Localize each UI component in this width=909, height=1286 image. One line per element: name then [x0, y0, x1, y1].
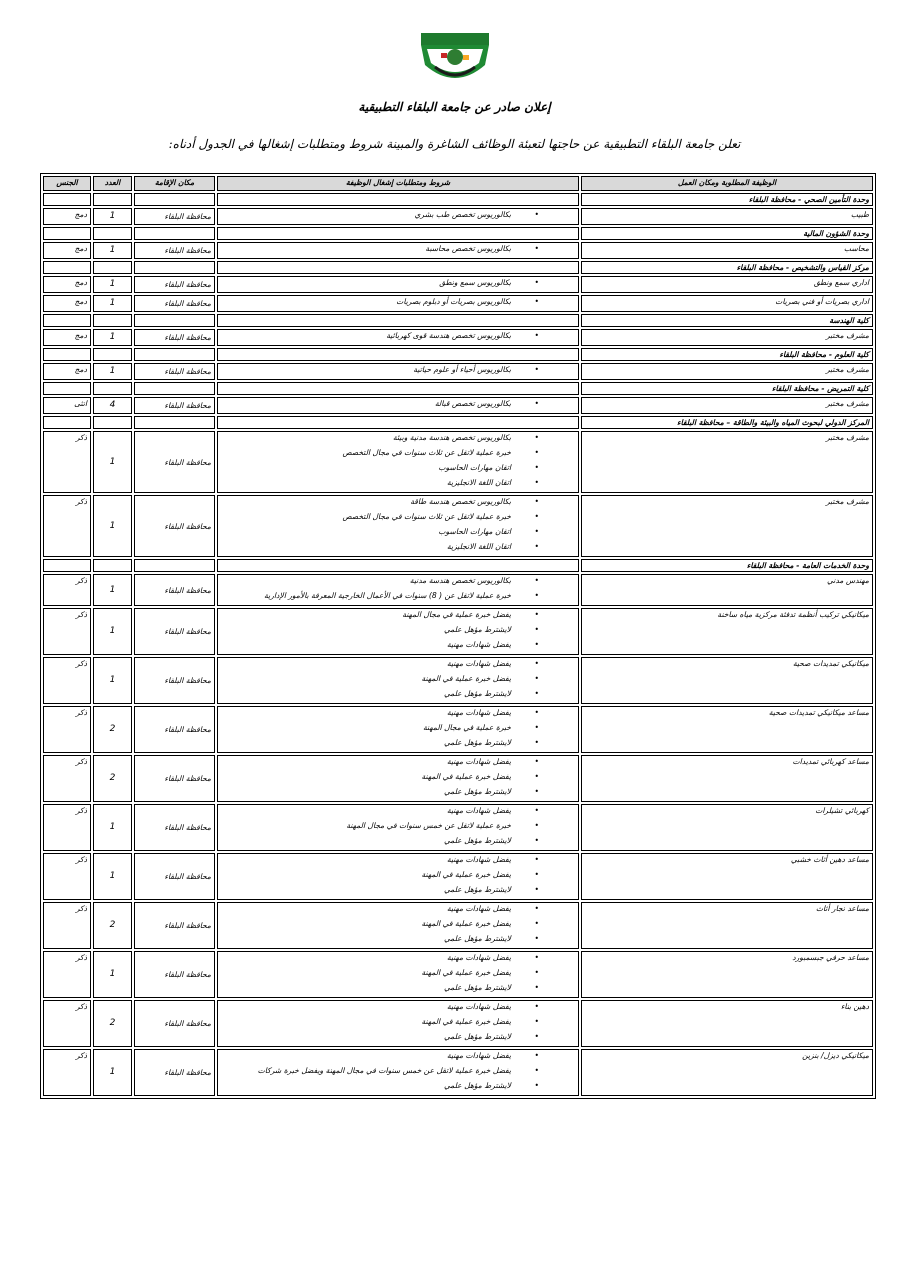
job-requirements — [217, 574, 579, 606]
job-row — [43, 431, 873, 493]
job-gender: دمج — [43, 242, 91, 259]
job-gender: ذكر — [43, 608, 91, 655]
requirements-list — [221, 432, 575, 492]
job-requirements — [217, 804, 579, 851]
requirement-item: • يفضل شهادات مهنية — [221, 903, 575, 918]
column-header-count: العدد — [93, 176, 132, 191]
empty-cell — [93, 261, 132, 274]
requirements-list — [221, 277, 575, 292]
requirement-item: • بكالوريوس تخصص هندسة قوى كهربائية — [221, 330, 575, 345]
section-title: كلية الهندسة — [581, 314, 873, 327]
job-residence: محافظة البلقاء — [134, 706, 215, 753]
section-title: وحدة الشؤون المالية — [581, 227, 873, 240]
requirements-list — [221, 756, 575, 801]
requirement-item: • بكالوريوس تخصص طب بشري — [221, 209, 575, 224]
empty-cell — [134, 261, 215, 274]
section-title: المركز الدولي لبحوث المياه والبيئة والطاقة – محافظة البلقاء — [581, 416, 873, 429]
job-gender: دمج — [43, 295, 91, 312]
job-title: ميكانيكي تركيب أنظمة تدفئة مركزية مياه ساخنة — [581, 608, 873, 655]
job-count: 1 — [93, 329, 132, 346]
job-gender: ذكر — [43, 951, 91, 998]
job-count: 1 — [93, 242, 132, 259]
requirements-list — [221, 1050, 575, 1095]
job-requirements — [217, 397, 579, 414]
empty-cell — [217, 261, 579, 274]
job-title: طبيب — [581, 208, 873, 225]
empty-cell — [43, 261, 91, 274]
job-count: 1 — [93, 657, 132, 704]
requirement-item: • لايشترط مؤهل علمي — [221, 737, 575, 752]
requirement-item: • لايشترط مؤهل علمي — [221, 884, 575, 899]
requirements-list — [221, 296, 575, 311]
requirement-item: • خبرة عملية في مجال المهنة — [221, 722, 575, 737]
job-row — [43, 608, 873, 655]
job-title: مساعد دهين أثاث خشبي — [581, 853, 873, 900]
job-requirements — [217, 1000, 579, 1047]
job-gender: ذكر — [43, 902, 91, 949]
requirement-item: • يفضل شهادات مهنية — [221, 854, 575, 869]
requirements-list — [221, 496, 575, 556]
job-gender: ذكر — [43, 853, 91, 900]
job-requirements — [217, 495, 579, 557]
empty-cell — [43, 314, 91, 327]
job-count: 2 — [93, 1000, 132, 1047]
job-residence: محافظة البلقاء — [134, 208, 215, 225]
empty-cell — [43, 193, 91, 206]
job-title: محاسب — [581, 242, 873, 259]
requirements-list — [221, 364, 575, 379]
empty-cell — [43, 559, 91, 572]
requirements-list — [221, 707, 575, 752]
requirement-item: • لايشترط مؤهل علمي — [221, 786, 575, 801]
section-row — [43, 559, 873, 572]
requirements-list — [221, 854, 575, 899]
column-header-gender: الجنس — [43, 176, 91, 191]
empty-cell — [217, 382, 579, 395]
requirement-item: • بكالوريوس سمع ونطق — [221, 277, 575, 292]
job-requirements — [217, 755, 579, 802]
job-residence: محافظة البلقاء — [134, 397, 215, 414]
empty-cell — [43, 348, 91, 361]
job-residence: محافظة البلقاء — [134, 242, 215, 259]
job-gender: انثى — [43, 397, 91, 414]
requirements-list — [221, 243, 575, 258]
job-gender: ذكر — [43, 574, 91, 606]
requirement-item: • لايشترط مؤهل علمي — [221, 835, 575, 850]
job-row — [43, 495, 873, 557]
empty-cell — [217, 416, 579, 429]
job-requirements — [217, 657, 579, 704]
job-title: ميكانيكي تمديدات صحية — [581, 657, 873, 704]
empty-cell — [217, 227, 579, 240]
requirements-list — [221, 952, 575, 997]
column-header-requirements: شروط ومتطلبات إشغال الوظيفة — [217, 176, 579, 191]
requirement-item: • يفضل شهادات مهنية — [221, 805, 575, 820]
job-row — [43, 804, 873, 851]
job-title: مساعد نجار أثاث — [581, 902, 873, 949]
requirement-item: • يفضل خبرة عملية في مجال المهنة — [221, 609, 575, 624]
job-title: مشرف مختبر — [581, 495, 873, 557]
job-count: 1 — [93, 574, 132, 606]
job-title: اداري بصريات أو فني بصريات — [581, 295, 873, 312]
job-count: 2 — [93, 902, 132, 949]
empty-cell — [217, 314, 579, 327]
job-title: مشرف مختبر — [581, 363, 873, 380]
job-count: 1 — [93, 853, 132, 900]
requirement-item: • يفضل شهادات مهنية — [221, 756, 575, 771]
requirement-item: • خبرة عملية لاتقل عن ثلاث سنوات في مجال التخصص — [221, 511, 575, 526]
requirement-item: • يفضل شهادات مهنية — [221, 658, 575, 673]
job-count: 1 — [93, 363, 132, 380]
job-requirements — [217, 853, 579, 900]
empty-cell — [217, 348, 579, 361]
requirement-item: • لايشترط مؤهل علمي — [221, 982, 575, 997]
requirements-list — [221, 658, 575, 703]
empty-cell — [217, 559, 579, 572]
job-count: 1 — [93, 495, 132, 557]
job-residence: محافظة البلقاء — [134, 902, 215, 949]
column-header-job: الوظيفة المطلوبة ومكان العمل — [581, 176, 873, 191]
announcement-title: إعلان صادر عن جامعة البلقاء التطبيقية — [358, 100, 551, 114]
requirement-item: • بكالوريوس بصريات أو دبلوم بصريات — [221, 296, 575, 311]
jobs-table-body — [43, 193, 873, 1096]
job-requirements — [217, 608, 579, 655]
job-row — [43, 902, 873, 949]
requirement-item: • خبرة عملية لاتقل عن خمس سنوات في مجال المهنة — [221, 820, 575, 835]
job-gender: دمج — [43, 208, 91, 225]
job-title: مساعد ميكانيكي تمديدات صحية — [581, 706, 873, 753]
job-requirements — [217, 208, 579, 225]
job-residence: محافظة البلقاء — [134, 431, 215, 493]
job-residence: محافظة البلقاء — [134, 295, 215, 312]
requirements-list — [221, 1001, 575, 1046]
job-gender: ذكر — [43, 495, 91, 557]
requirement-item: • يفضل شهادات مهنية — [221, 1001, 575, 1016]
empty-cell — [134, 382, 215, 395]
empty-cell — [43, 382, 91, 395]
job-gender: ذكر — [43, 1000, 91, 1047]
requirement-item: • يفضل شهادات مهنية — [221, 707, 575, 722]
job-gender: دمج — [43, 329, 91, 346]
empty-cell — [134, 227, 215, 240]
job-count: 1 — [93, 208, 132, 225]
requirement-item: • بكالوريوس تخصص هندسة طاقة — [221, 496, 575, 511]
requirements-list — [221, 330, 575, 345]
job-residence: محافظة البلقاء — [134, 657, 215, 704]
requirement-item: • يفضل شهادات مهنية — [221, 952, 575, 967]
section-title: مركز القياس والتشخيص - محافظة البلقاء — [581, 261, 873, 274]
requirement-item: • لايشترط مؤهل علمي — [221, 1080, 575, 1095]
job-residence: محافظة البلقاء — [134, 853, 215, 900]
job-row — [43, 208, 873, 225]
table-header-row — [43, 176, 873, 191]
requirement-item: • بكالوريوس تخصص هندسة مدنية وبيئة — [221, 432, 575, 447]
requirement-item: • لايشترط مؤهل علمي — [221, 1031, 575, 1046]
section-row — [43, 416, 873, 429]
job-row — [43, 574, 873, 606]
job-count: 2 — [93, 706, 132, 753]
section-row — [43, 382, 873, 395]
job-count: 1 — [93, 951, 132, 998]
requirement-item: • يفضل خبرة عملية لاتقل عن خمس سنوات في مجال المهنة ويفضل خبرة شركات — [221, 1065, 575, 1080]
job-row — [43, 295, 873, 312]
job-count: 1 — [93, 804, 132, 851]
requirements-list — [221, 398, 575, 413]
requirement-item: • يفضل شهادات مهنية — [221, 1050, 575, 1065]
job-row — [43, 363, 873, 380]
job-row — [43, 657, 873, 704]
requirement-item: • بكالوريوس تخصص قبالة — [221, 398, 575, 413]
job-gender: ذكر — [43, 755, 91, 802]
requirement-item: • بكالوريوس تخصص محاسبة — [221, 243, 575, 258]
empty-cell — [134, 559, 215, 572]
requirement-item: • اتقان مهارات الحاسوب — [221, 526, 575, 541]
job-row — [43, 329, 873, 346]
job-row — [43, 1000, 873, 1047]
empty-cell — [43, 227, 91, 240]
job-count: 1 — [93, 431, 132, 493]
job-title: ميكانيكي ديزل/ بنزين — [581, 1049, 873, 1096]
job-requirements — [217, 363, 579, 380]
requirement-item: • بكالوريوس أحياء أو علوم حياتية — [221, 364, 575, 379]
job-requirements — [217, 276, 579, 293]
requirement-item: • يفضل خبرة عملية في المهنة — [221, 967, 575, 982]
university-logo — [413, 31, 497, 85]
job-title: مهندس مدني — [581, 574, 873, 606]
requirement-item: • يفضل خبرة عملية في المهنة — [221, 673, 575, 688]
requirement-item: • خبرة عملية لاتقل عن ( 8) سنوات في الأعمال الخارجية المعرفة بالأمور الإدارية — [221, 590, 575, 605]
job-gender: ذكر — [43, 431, 91, 493]
job-requirements — [217, 1049, 579, 1096]
job-gender: ذكر — [43, 657, 91, 704]
empty-cell — [43, 416, 91, 429]
section-row — [43, 261, 873, 274]
empty-cell — [134, 416, 215, 429]
job-row — [43, 755, 873, 802]
empty-cell — [93, 314, 132, 327]
job-residence: محافظة البلقاء — [134, 1000, 215, 1047]
job-gender: ذكر — [43, 1049, 91, 1096]
requirements-list — [221, 609, 575, 654]
job-gender: ذكر — [43, 804, 91, 851]
job-residence: محافظة البلقاء — [134, 804, 215, 851]
job-gender: ذكر — [43, 706, 91, 753]
job-row — [43, 1049, 873, 1096]
empty-cell — [134, 314, 215, 327]
job-residence: محافظة البلقاء — [134, 276, 215, 293]
requirements-list — [221, 209, 575, 224]
job-residence: محافظة البلقاء — [134, 495, 215, 557]
job-count: 4 — [93, 397, 132, 414]
requirement-item: • لايشترط مؤهل علمي — [221, 624, 575, 639]
requirement-item: • اتقان اللغة الانجليزية — [221, 541, 575, 556]
requirement-item: • اتقان مهارات الحاسوب — [221, 462, 575, 477]
job-residence: محافظة البلقاء — [134, 574, 215, 606]
job-residence: محافظة البلقاء — [134, 951, 215, 998]
requirement-item: • يفضل خبرة عملية في المهنة — [221, 918, 575, 933]
job-residence: محافظة البلقاء — [134, 608, 215, 655]
requirements-list — [221, 575, 575, 605]
job-gender: دمج — [43, 363, 91, 380]
job-residence: محافظة البلقاء — [134, 363, 215, 380]
requirement-item: • خبرة عملية لاتقل عن ثلاث سنوات في مجال التخصص — [221, 447, 575, 462]
job-requirements — [217, 902, 579, 949]
requirements-list — [221, 805, 575, 850]
job-count: 1 — [93, 1049, 132, 1096]
empty-cell — [93, 416, 132, 429]
requirement-item: • اتقان اللغة الانجليزية — [221, 477, 575, 492]
section-title: كلية العلوم - محافظة البلقاء — [581, 348, 873, 361]
job-title: مساعد حرفي جبسمبورد — [581, 951, 873, 998]
job-title: دهين بناء — [581, 1000, 873, 1047]
section-row — [43, 348, 873, 361]
requirement-item: • لايشترط مؤهل علمي — [221, 933, 575, 948]
job-row — [43, 242, 873, 259]
job-count: 1 — [93, 295, 132, 312]
announcement-intro: تعلن جامعة البلقاء التطبيقية عن حاجتها لتعبئة الوظائف الشاغرة والمبينة شروط ومتطلبات إشغالها في الجدول أدناه: — [168, 137, 741, 151]
job-count: 2 — [93, 755, 132, 802]
job-row — [43, 276, 873, 293]
jobs-table — [40, 173, 876, 1099]
job-row — [43, 706, 873, 753]
job-title: كهربائي تشيلرات — [581, 804, 873, 851]
requirement-item: • يفضل خبرة عملية في المهنة — [221, 869, 575, 884]
job-requirements — [217, 242, 579, 259]
job-residence: محافظة البلقاء — [134, 755, 215, 802]
job-count: 1 — [93, 608, 132, 655]
section-title: وحدة الخدمات العامة - محافظة البلقاء — [581, 559, 873, 572]
requirement-item: • يفضل خبرة عملية في المهنة — [221, 771, 575, 786]
section-row — [43, 227, 873, 240]
empty-cell — [93, 382, 132, 395]
job-requirements — [217, 431, 579, 493]
requirements-list — [221, 903, 575, 948]
job-requirements — [217, 706, 579, 753]
job-title: مشرف مختبر — [581, 431, 873, 493]
job-row — [43, 397, 873, 414]
section-row — [43, 193, 873, 206]
requirement-item: • يفضل شهادات مهنية — [221, 639, 575, 654]
job-title: اداري سمع ونطق — [581, 276, 873, 293]
requirement-item: • لايشترط مؤهل علمي — [221, 688, 575, 703]
empty-cell — [134, 348, 215, 361]
job-gender: دمج — [43, 276, 91, 293]
empty-cell — [93, 227, 132, 240]
empty-cell — [93, 559, 132, 572]
job-count: 1 — [93, 276, 132, 293]
job-title: مشرف مختبر — [581, 397, 873, 414]
job-requirements — [217, 329, 579, 346]
section-row — [43, 314, 873, 327]
empty-cell — [134, 193, 215, 206]
empty-cell — [93, 193, 132, 206]
job-requirements — [217, 951, 579, 998]
job-row — [43, 853, 873, 900]
job-title: مشرف مختبر — [581, 329, 873, 346]
empty-cell — [217, 193, 579, 206]
requirement-item: • يفضل خبرة عملية في المهنة — [221, 1016, 575, 1031]
job-residence: محافظة البلقاء — [134, 329, 215, 346]
job-row — [43, 951, 873, 998]
section-title: كلية التمريض - محافظة البلقاء — [581, 382, 873, 395]
requirement-item: • بكالوريوس تخصص هندسة مدنية — [221, 575, 575, 590]
empty-cell — [93, 348, 132, 361]
column-header-residence: مكان الإقامة — [134, 176, 215, 191]
job-requirements — [217, 295, 579, 312]
section-title: وحدة التأمين الصحي - محافظة البلقاء — [581, 193, 873, 206]
job-title: مساعد كهربائي تمديدات — [581, 755, 873, 802]
job-residence: محافظة البلقاء — [134, 1049, 215, 1096]
